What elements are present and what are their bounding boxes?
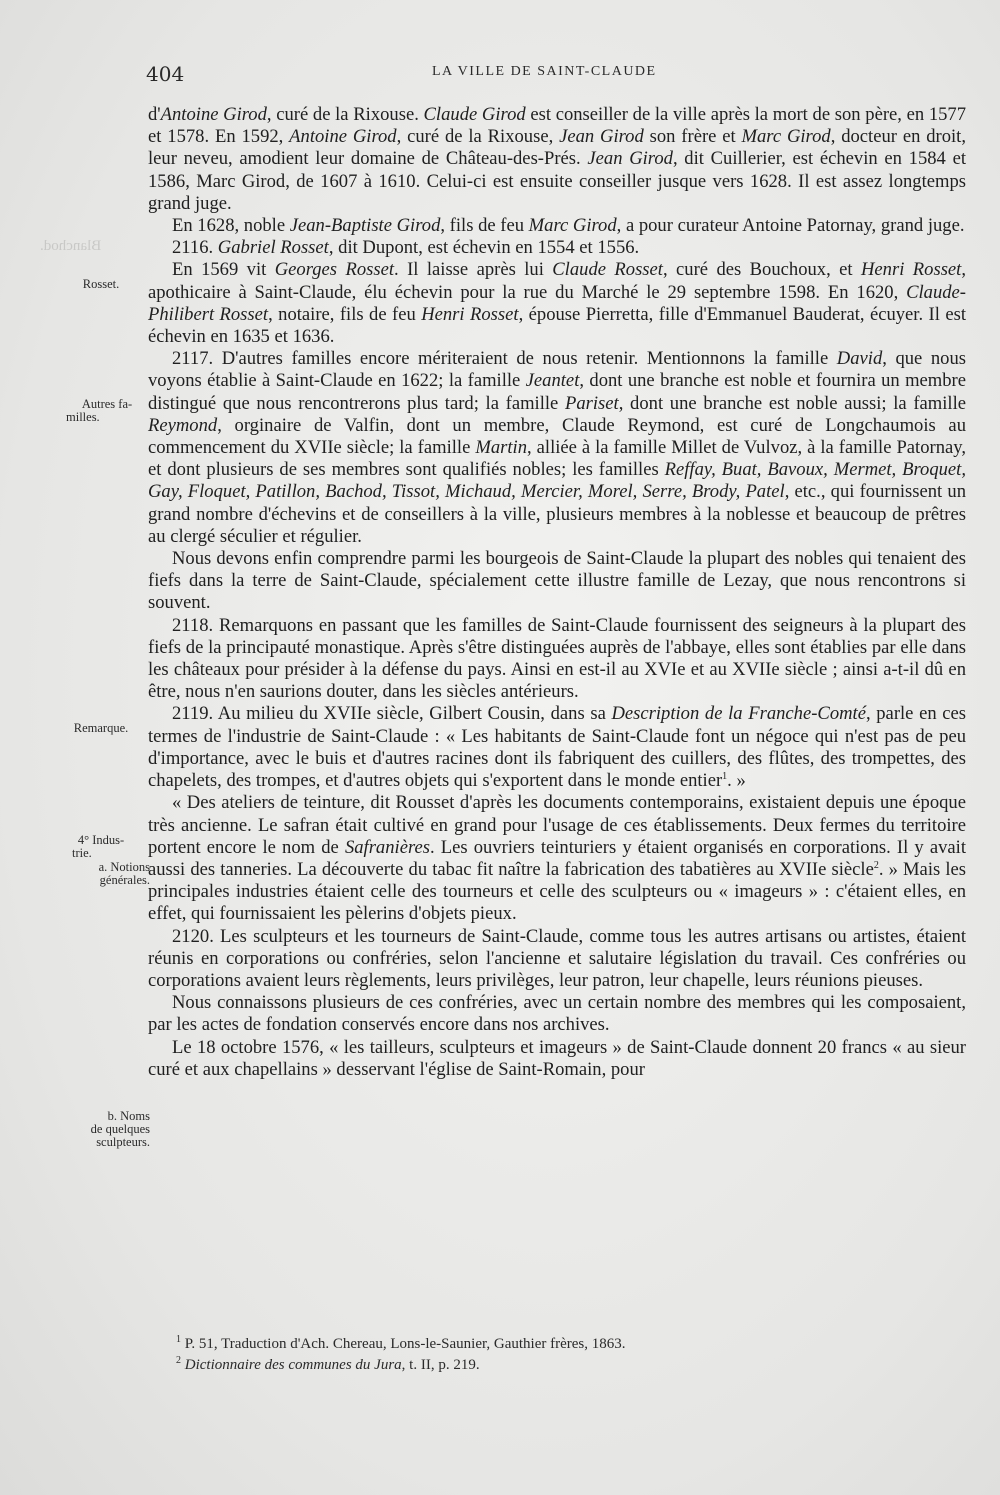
footnote-ref[interactable]: 2 [873,859,879,871]
margin-note-text: a. Notions [98,860,150,874]
margin-note-text: sculpteurs. [96,1135,150,1149]
paragraph: 2120. Les sculpteurs et les tourneurs de Saint-Claude, comme tous les autres artisans ou artistes, étaient réunis en corporations ou confréries, selon l'ancienne et salutaire législation du travail. Ces confréries ou corporations avaient leurs règlements, leurs privilèges, leur patron, leur chapelle, leurs réunions pieuses. [148,925,966,991]
paragraph: En 1628, noble Jean-Baptiste Girod, fils de feu Marc Girod, a pour curateur Antoine Patornay, grand juge. [172,215,965,237]
paragraph: d'Antoine Girod, curé de la Rixouse. Claude Girod est conseiller de la ville après la mort de son père, en 1577 et 1578. En 1592, Antoine Girod, curé de la Rixouse, Jean Girod son frère et Marc Girod, docteur en droit, leur neveu, amodient leur domaine de Château-des-Prés. Jean Girod, dit Cuillerier, est échevin en 1584 et 1586, Marc Girod, de 1607 à 1610. Celui-ci est ensuite conseiller jusque vers 1628. Il est assez longtemps grand juge. [148,104,967,214]
footnote-title: Dictionnaire des communes du Jura [184,1357,402,1373]
margin-note-text: b. Noms [107,1109,150,1123]
footnotes [176,1334,936,1376]
footnote-number: 1 [176,1334,181,1345]
footnote [176,1355,936,1376]
footnote-ref[interactable]: 1 [722,770,728,782]
margin-note-rosset [52,278,150,291]
paragraph: 2119. Au milieu du XVIIe siècle, Gilbert Cousin, dans sa Description de la Franche-Comté, parle en ces termes de l'industrie de Saint-Claude : « Les habitants de Saint-Claude font un négoce qui n'est pas de peu d'importance, avec le buis et d'autres racines dont ils fabriquent des cuillers, des flûtes, des trompettes, des chapelets, des trompes, et d'autres objets qui s'exportent dans le monde entier$^1$. » [148,703,967,792]
running-head [146,62,966,86]
margin-note-text: Rosset. [82,277,120,291]
running-title: LA VILLE DE SAINT-CLAUDE [432,64,657,79]
margin-note-text: milles. [66,410,100,424]
paragraph: Nous devons enfin comprendre parmi les bourgeois de Saint-Claude la plupart des nobles qui tenaient des fiefs dans la terre de Saint-Claude, spécialement cette illustre famille de Lezay, que nous rencontrons si souvent. [148,548,966,614]
margin-note-text: Remarque. [73,721,129,735]
footnote [176,1334,936,1355]
show-through-text: Blanchod. [40,238,102,254]
footnote-text: P. 51, Traduction d'Ach. Chereau, Lons-le-Saunier, Gauthier frères, 1863. [184,1336,626,1352]
page-number: 404 [146,62,185,86]
paragraph: Nous connaissons plusieurs de ces confréries, avec un certain nombre des membres qui les composaient, par les actes de fondation conservés encore dans nos archives. [148,992,966,1036]
paragraph: Le 18 octobre 1576, « les tailleurs, sculpteurs et imageurs » de Saint-Claude donnent 20 francs « au sieur curé et aux chapellains » desservant l'église de Saint-Romain, pour [148,1036,966,1080]
margin-note-text: Autres fa- [81,397,133,411]
paragraph: 2118. Remarquons en passant que les familles de Saint-Claude fournissent des seigneurs à la plupart des fiefs de la principauté monastique. Après s'être distinguées auprès de l'abbaye, elles sont établies par elle dans les châteaux pour présider à la défense du pays. Ainsi en est-il au XVIe et au XVIIe siècle ; ainsi a-t-il dû en être, nous n'en saurions douter, dans les siècles antérieurs. [148,614,966,703]
footnote-number: 2 [176,1355,181,1366]
margin-note-industrie [52,834,150,887]
margin-note-remarque [52,722,150,735]
paragraph: En 1569 vit Georges Rosset. Il laisse après lui Claude Rosset, curé des Bouchoux, et Henri Rosset, apothicaire à Saint-Claude, élu échevin pour la rue du Marché le 29 septembre 1598. En 1620, Claude-Philibert Rosset, notaire, fils de feu Henri Rosset, épouse Pierretta, fille d'Emmanuel Bauderat, écuyer. Il est échevin en 1635 et 1636. [148,259,966,348]
margin-note-autres-familles [58,398,156,424]
paragraph: « Des ateliers de teinture, dit Rousset d'après les documents contemporains, existaient depuis une époque très ancienne. Le safran était cultivé en grand pour l'usage de ces établissements. Deux fermes du territoire portent encore le nom de Safranières. Les ouvriers teinturiers y étaient organisés en corporations. Il y avait aussi des tanneries. La découverte du tabac fit naître la fabrication des tabatières au XVIIe siècle$^2$. » Mais les principales industries étaient celle des tourneurs et celle des sculpteurs ou « imageurs » : c'étaient elles, en effet, qui fournissaient les pèlerins d'objets pieux. [148,792,966,925]
margin-note-text: 4° Indus- [77,833,125,847]
paragraph: 2116. Gabriel Rosset, dit Dupont, est échevin en 1554 et 1556. [172,237,640,259]
paragraph: 2117. D'autres familles encore mériteraient de nous retenir. Mentionnons la famille David, que nous voyons établie à Saint-Claude en 1622; la famille Jeantet, dont une branche est noble et fournira un membre distingué que nous rencontrerons plus tard; la famille Pariset, dont une branche est noble aussi; la famille Reymond, orginaire de Valfin, dont un membre, Claude Reymond, est curé de Longchaumois au commencement du XVIIe siècle; la famille Martin, alliée à la famille Millet de Vulvoz, à la famille Patornay, et dont plusieurs de ses membres sont qualifiés nobles; les familles Reffay, Buat, Bavoux, Mermet, Broquet, Gay, Floquet, Patillon, Bachod, Tissot, Michaud, Mercier, Morel, Serre, Brody, Patel, etc., qui fournissent un grand nombre d'échevins et de conseillers à la ville, plusieurs membres à la noblesse et beaucoup de prêtres au clergé séculier et régulier. [148,348,966,547]
main-text [148,104,966,1081]
footnote-text: , t. II, p. 219. [401,1357,480,1373]
margin-note-text: de quelques [90,1122,150,1136]
margin-note-text: trie. [72,846,92,860]
margin-note-text: générales. [99,873,150,887]
margin-note-noms-sculpteurs [52,1110,150,1149]
